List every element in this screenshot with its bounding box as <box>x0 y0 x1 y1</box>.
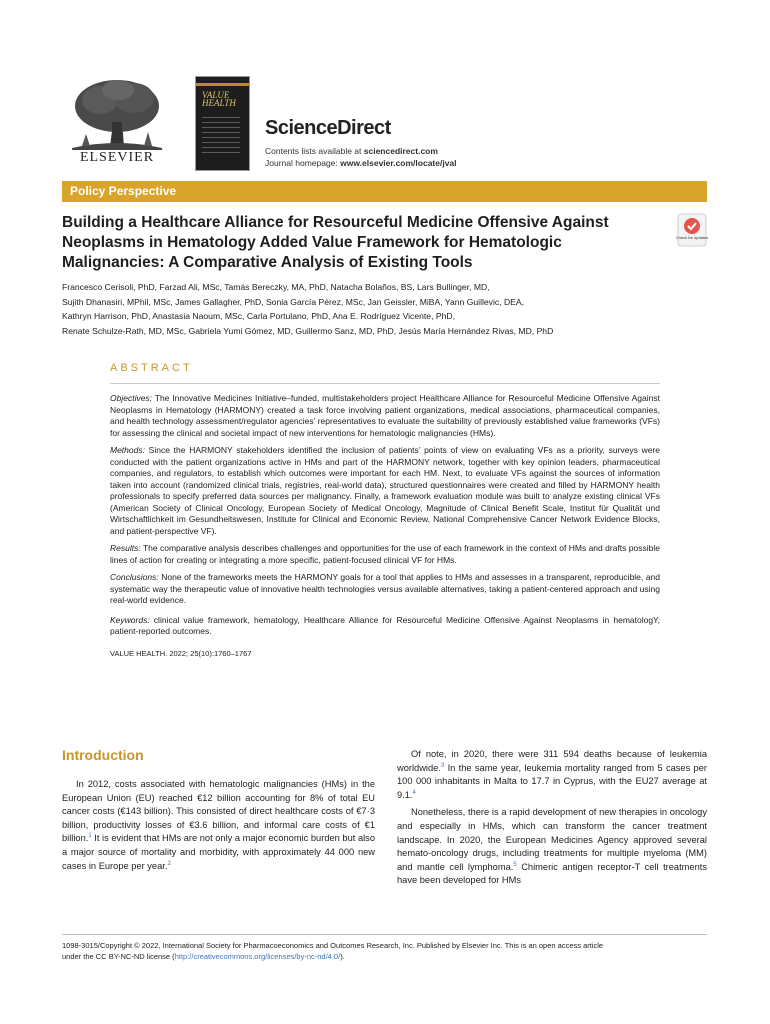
journal-cover-image[interactable] <box>195 76 250 171</box>
paragraph-text: Chimeric antigen receptor-T cell treatments have been developed for HMs <box>397 861 707 886</box>
abstract-divider <box>110 383 660 384</box>
abstract-keywords <box>110 615 660 638</box>
check-updates-label: Check for updates <box>675 235 709 240</box>
homepage-link[interactable]: www.elsevier.com/locate/jval <box>340 158 457 168</box>
methods-label: Methods: <box>110 445 145 455</box>
keywords-label: Keywords: <box>110 614 150 625</box>
journal-homepage <box>265 158 457 168</box>
paragraph-text: In the same year, leukemia mortality ranged from 5 cases per 100 000 inhabitants in Malta to 17.7 in Cyprus, with the EU27 average at 9.1. <box>397 762 707 800</box>
reference-link[interactable]: 5 <box>513 861 517 868</box>
reference-link[interactable]: 2 <box>167 860 171 867</box>
paragraph-text: Of note, in 2020, there were 311 594 deaths because of leukemia worldwide. <box>397 749 707 773</box>
author-line: Sujith Dhanasiri, MPhil, MSc, James Gallagher, PhD, Sonia García Pérez, MSc, Jan Geissler, MiBA, Yann Guillevic, DEA, <box>62 296 525 307</box>
objectives-label: Objectives: <box>110 393 153 403</box>
license-suffix: ). <box>340 951 345 961</box>
body-paragraph <box>397 806 707 888</box>
reference-link[interactable]: 1 <box>88 833 92 840</box>
reference-link[interactable]: 4 <box>412 789 416 796</box>
cover-text-lines <box>202 117 240 157</box>
journal-citation: VALUE HEALTH. 2022; 25(10):1760–1767 <box>110 648 252 658</box>
paragraph-text: It is evident that HMs are not only a major economic burden but also a major source of mortality and morbidity, with approximately 44 000 new cases in Europe per year. <box>62 833 375 871</box>
body-paragraph <box>397 748 707 802</box>
results-text: The comparative analysis describes challenges and opportunities for the use of each framework in the context of HMs and drafts possible lines of action for creating or integrating a more specific, patient-focused clinical VF for HMs. <box>110 543 660 565</box>
license-prefix: under the CC BY-NC-ND license ( <box>62 951 175 961</box>
contents-availability <box>265 146 438 156</box>
results-label: Results: <box>110 543 141 553</box>
author-line: Renate Schulze-Rath, MD, MSc, Gabriela Yumi Gómez, MD, Guillermo Sanz, MD, PhD, Jesús María Hernández Rivas, MD, PhD <box>62 325 554 336</box>
sciencedirect-link[interactable]: sciencedirect.com <box>363 146 438 156</box>
contents-prefix: Contents lists available at <box>265 146 364 156</box>
publisher-name: ELSEVIER <box>79 150 155 165</box>
cover-band <box>196 83 249 86</box>
body-column-left <box>62 778 375 877</box>
abstract-results <box>110 543 660 566</box>
license-link[interactable]: http://creativecommons.org/licenses/by-nc-nd/4.0/ <box>174 951 341 961</box>
keywords-text: clinical value framework, hematology, Healthcare Alliance for Resourceful Medicine Offensive Against Neoplasms in hematologY, patient-reported outcomes. <box>110 614 660 636</box>
article-type-banner <box>62 181 707 202</box>
footer-divider <box>62 934 707 935</box>
abstract-body <box>110 393 660 665</box>
reference-link[interactable]: 3 <box>440 762 445 769</box>
conclusions-label: Conclusions: <box>110 572 159 582</box>
body-paragraph <box>62 778 375 873</box>
author-list <box>62 280 702 338</box>
sciencedirect-logo[interactable]: ScienceDirect <box>265 117 391 139</box>
abstract-heading: ABSTRACT <box>110 362 193 374</box>
paragraph-text: In 2012, costs associated with hematologic malignancies (HMs) in the European Union (EU) reached €12 billion accounting for 8% of total EU cancer costs (€143 billion). This consisted of direct healthcare costs of €7·3 billion, productivity losses of €3.6 billion, and informal care costs of €1 billion. <box>62 779 375 844</box>
paragraph-text: Nonetheless, there is a rapid development of new therapies in oncology and especially in HMs, which can transform the cancer treatment landscape. In 2020, the European Medicines Agency approved several hemato-oncology drugs, including treatments for multiple myeloma (MM) and mantle cell lymphoma. <box>397 807 707 872</box>
author-line: Francesco Cerisoli, PhD, Farzad Ali, MSc, Tamás Bereczky, MA, PhD, Natacha Bolaños, BS, Lars Bullinger, MD, <box>62 282 490 292</box>
article-type-label: Policy Perspective <box>70 184 177 198</box>
abstract-conclusions <box>110 572 660 607</box>
abstract-methods <box>110 445 660 537</box>
body-column-right <box>397 748 707 892</box>
methods-text: Since the HARMONY stakeholders identified the inclusion of patients’ points of view on evaluating VFs as a priority, surveys were conducted with the patient organizations active in HMs and part of the HARMONY network, together with key opinion leaders, pharmaceutical companies, and regulators, to establish which outcomes were important for each HM. Next, to evaluate VFs against the sources of information taken into account (randomized clinical trials, registries, real-world data), structured questionnaires were created and filled by HARMONY health professionals to specify preferred data sources per malignancy. Finally, a framework evaluation module was built to analyze existing clinical VFs (American Society of Clinical Oncology, European Society of Medical Oncology, Magnitude of Clinical Benefit Scale, Institut für Qualität und Wirtschaftlichkeit im Gesundheitswesen, Institute for Clinical and Economic Review, National Comprehensive Cancer Network Evidence Blocks, and patient-perspective VF). <box>110 445 660 536</box>
copyright-line: 1098-3015/Copyright © 2022, International Society for Pharmacoeconomics and Outcomes Research, Inc. Published by Elsevier Inc. This is an open access article <box>62 941 604 950</box>
license-line <box>62 952 707 963</box>
homepage-prefix: Journal homepage: <box>265 158 341 168</box>
introduction-heading: Introduction <box>62 747 144 763</box>
abstract-objectives <box>110 393 660 439</box>
article-title: Building a Healthcare Alliance for Resourceful Medicine Offensive Against Neoplasms in Hematology Added Value Framework for Hematologic Malignancies: A Comparative Analysis of Existing Tools <box>62 214 609 271</box>
conclusions-text: None of the frameworks meets the HARMONY goals for a tool that applies to HMs and assesses in a transparent, reproducible, and systematic way the therapeutic value of innovative health technologies versus available alternatives, taking a patient-centered approach and using real-world evidence. <box>110 572 660 605</box>
check-for-updates-icon[interactable] <box>675 214 709 246</box>
copyright-footer <box>62 941 707 962</box>
objectives-text: The Innovative Medicines Initiative–funded, multistakeholders project Healthcare Alliance for Resourceful Medicine Offensive Against Neoplasms in Hematology (HARMONY) created a task force involving patient organizations, medical associations, pharmaceutical companies, and health technology assessment/regulator agencies’ representatives to evaluate the suitability of previously established value frameworks (VFs) for assessing the clinical and societal impact of new interventions for hematologic malignancies (HMs). <box>110 393 660 438</box>
cover-title: VALUE HEALTH <box>202 90 236 108</box>
author-line: Kathryn Harrison, PhD, Anastasia Naoum, MSc, Carla Portulano, PhD, Ana E. Rodríguez Vicente, PhD, <box>62 311 455 321</box>
